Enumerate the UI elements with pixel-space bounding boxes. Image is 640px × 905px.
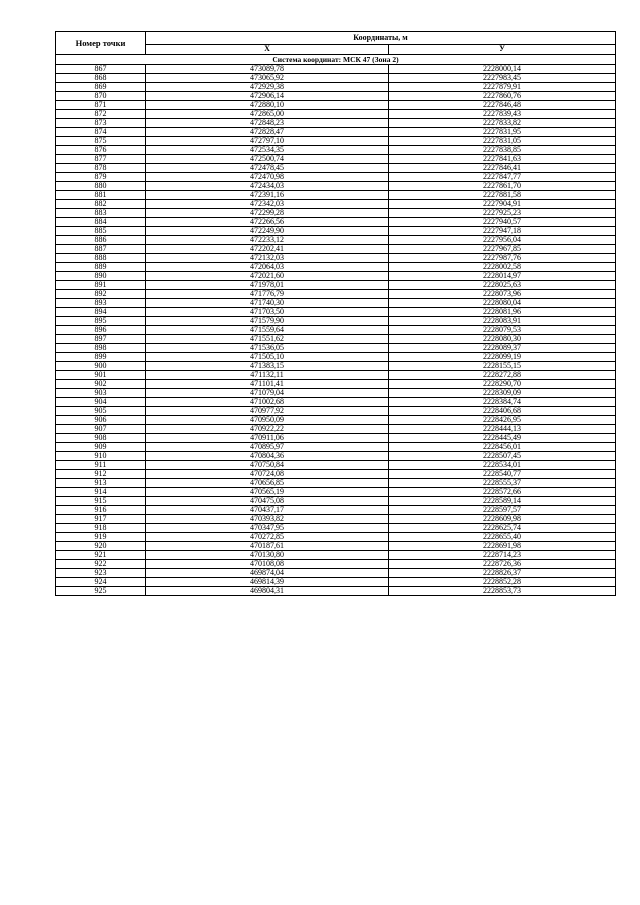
point-number-cell: 893 xyxy=(56,299,146,308)
table-row xyxy=(56,506,616,515)
y-coordinate-cell: 2228073,96 xyxy=(389,290,616,299)
table-row xyxy=(56,416,616,425)
y-coordinate-cell: 2228572,66 xyxy=(389,488,616,497)
point-number-cell: 880 xyxy=(56,182,146,191)
y-coordinate-cell: 2227925,23 xyxy=(389,209,616,218)
point-number-cell: 877 xyxy=(56,155,146,164)
y-coordinate-cell: 2228853,73 xyxy=(389,587,616,596)
table-row xyxy=(56,362,616,371)
table-row xyxy=(56,560,616,569)
point-number-cell: 898 xyxy=(56,344,146,353)
x-coordinate-cell: 472848,23 xyxy=(146,119,389,128)
x-coordinate-cell: 472929,38 xyxy=(146,83,389,92)
y-coordinate-cell: 2228625,74 xyxy=(389,524,616,533)
y-coordinate-cell: 2228290,70 xyxy=(389,380,616,389)
x-coordinate-cell: 472202,41 xyxy=(146,245,389,254)
x-coordinate-cell: 470750,84 xyxy=(146,461,389,470)
point-number-cell: 925 xyxy=(56,587,146,596)
table-row xyxy=(56,164,616,173)
y-coordinate-cell: 2227846,48 xyxy=(389,101,616,110)
point-number-cell: 892 xyxy=(56,290,146,299)
y-coordinate-cell: 2228714,23 xyxy=(389,551,616,560)
table-row xyxy=(56,587,616,596)
y-coordinate-cell: 2227831,95 xyxy=(389,128,616,137)
x-coordinate-cell: 472797,10 xyxy=(146,137,389,146)
table-row xyxy=(56,353,616,362)
y-coordinate-cell: 2227841,63 xyxy=(389,155,616,164)
x-coordinate-cell: 472299,28 xyxy=(146,209,389,218)
x-coordinate-cell: 472064,03 xyxy=(146,263,389,272)
point-number-cell: 916 xyxy=(56,506,146,515)
y-coordinate-cell: 2228002,58 xyxy=(389,263,616,272)
y-coordinate-cell: 2228597,57 xyxy=(389,506,616,515)
table-row xyxy=(56,452,616,461)
y-coordinate-cell: 2228691,98 xyxy=(389,542,616,551)
y-coordinate-cell: 2228852,28 xyxy=(389,578,616,587)
y-coordinate-cell: 2228272,88 xyxy=(389,371,616,380)
y-coordinate-cell: 2228000,14 xyxy=(389,65,616,74)
x-coordinate-cell: 470724,08 xyxy=(146,470,389,479)
x-coordinate-cell: 470393,82 xyxy=(146,515,389,524)
x-coordinate-cell: 471978,01 xyxy=(146,281,389,290)
point-number-cell: 874 xyxy=(56,128,146,137)
point-number-cell: 887 xyxy=(56,245,146,254)
point-number-cell: 873 xyxy=(56,119,146,128)
x-coordinate-cell: 470272,85 xyxy=(146,533,389,542)
y-coordinate-cell: 2228540,77 xyxy=(389,470,616,479)
y-coordinate-cell: 2228589,14 xyxy=(389,497,616,506)
point-number-cell: 897 xyxy=(56,335,146,344)
table-row xyxy=(56,245,616,254)
x-coordinate-cell: 472434,03 xyxy=(146,182,389,191)
y-coordinate-cell: 2228384,74 xyxy=(389,398,616,407)
x-coordinate-cell: 472865,00 xyxy=(146,110,389,119)
table-row xyxy=(56,110,616,119)
x-coordinate-cell: 469874,04 xyxy=(146,569,389,578)
point-number-cell: 899 xyxy=(56,353,146,362)
table-row xyxy=(56,173,616,182)
point-number-cell: 909 xyxy=(56,443,146,452)
point-number-cell: 911 xyxy=(56,461,146,470)
header-y: У xyxy=(389,44,616,54)
y-coordinate-cell: 2227831,05 xyxy=(389,137,616,146)
y-coordinate-cell: 2228445,49 xyxy=(389,434,616,443)
y-coordinate-cell: 2228726,36 xyxy=(389,560,616,569)
y-coordinate-cell: 2227956,04 xyxy=(389,236,616,245)
point-number-cell: 917 xyxy=(56,515,146,524)
point-number-cell: 922 xyxy=(56,560,146,569)
x-coordinate-cell: 471703,50 xyxy=(146,308,389,317)
table-row xyxy=(56,380,616,389)
x-coordinate-cell: 471079,04 xyxy=(146,389,389,398)
x-coordinate-cell: 472500,74 xyxy=(146,155,389,164)
point-number-cell: 903 xyxy=(56,389,146,398)
x-coordinate-cell: 470911,06 xyxy=(146,434,389,443)
table-row xyxy=(56,101,616,110)
table-row xyxy=(56,326,616,335)
table-row xyxy=(56,488,616,497)
table-row xyxy=(56,515,616,524)
y-coordinate-cell: 2228507,45 xyxy=(389,452,616,461)
y-coordinate-cell: 2227904,91 xyxy=(389,200,616,209)
table-row xyxy=(56,200,616,209)
y-coordinate-cell: 2227987,76 xyxy=(389,254,616,263)
y-coordinate-cell: 2228099,19 xyxy=(389,353,616,362)
y-coordinate-cell: 2228456,01 xyxy=(389,443,616,452)
x-coordinate-cell: 470108,08 xyxy=(146,560,389,569)
point-number-cell: 918 xyxy=(56,524,146,533)
table-row xyxy=(56,542,616,551)
table-row xyxy=(56,344,616,353)
y-coordinate-cell: 2228080,04 xyxy=(389,299,616,308)
x-coordinate-cell: 470130,80 xyxy=(146,551,389,560)
y-coordinate-cell: 2227881,58 xyxy=(389,191,616,200)
table-row xyxy=(56,497,616,506)
x-coordinate-cell: 471101,41 xyxy=(146,380,389,389)
y-coordinate-cell: 2227860,76 xyxy=(389,92,616,101)
y-coordinate-cell: 2227967,85 xyxy=(389,245,616,254)
y-coordinate-cell: 2227983,45 xyxy=(389,74,616,83)
point-number-cell: 889 xyxy=(56,263,146,272)
y-coordinate-cell: 2227846,41 xyxy=(389,164,616,173)
point-number-cell: 894 xyxy=(56,308,146,317)
table-row xyxy=(56,371,616,380)
table-row xyxy=(56,128,616,137)
y-coordinate-cell: 2228309,09 xyxy=(389,389,616,398)
table-row xyxy=(56,335,616,344)
x-coordinate-cell: 470437,17 xyxy=(146,506,389,515)
x-coordinate-cell: 472132,03 xyxy=(146,254,389,263)
y-coordinate-cell: 2228080,30 xyxy=(389,335,616,344)
table-row xyxy=(56,551,616,560)
y-coordinate-cell: 2227947,18 xyxy=(389,227,616,236)
x-coordinate-cell: 470922,22 xyxy=(146,425,389,434)
point-number-cell: 884 xyxy=(56,218,146,227)
point-number-cell: 879 xyxy=(56,173,146,182)
point-number-cell: 919 xyxy=(56,533,146,542)
y-coordinate-cell: 2228534,01 xyxy=(389,461,616,470)
x-coordinate-cell: 470804,36 xyxy=(146,452,389,461)
table-row xyxy=(56,155,616,164)
point-number-cell: 902 xyxy=(56,380,146,389)
x-coordinate-cell: 472880,10 xyxy=(146,101,389,110)
y-coordinate-cell: 2228083,91 xyxy=(389,317,616,326)
coordinate-system-label: Система координат: МСК 47 (Зона 2) xyxy=(56,55,616,65)
x-coordinate-cell: 470475,08 xyxy=(146,497,389,506)
table-row xyxy=(56,191,616,200)
x-coordinate-cell: 471002,68 xyxy=(146,398,389,407)
table-row xyxy=(56,479,616,488)
table-row xyxy=(56,533,616,542)
table-row xyxy=(56,236,616,245)
y-coordinate-cell: 2228655,40 xyxy=(389,533,616,542)
table-row xyxy=(56,74,616,83)
y-coordinate-cell: 2228426,95 xyxy=(389,416,616,425)
x-coordinate-cell: 472534,35 xyxy=(146,146,389,155)
point-number-cell: 908 xyxy=(56,434,146,443)
point-number-cell: 896 xyxy=(56,326,146,335)
point-number-cell: 876 xyxy=(56,146,146,155)
table-row xyxy=(56,263,616,272)
x-coordinate-cell: 469804,31 xyxy=(146,587,389,596)
header-coordinates: Координаты, м xyxy=(146,32,616,45)
table-row xyxy=(56,443,616,452)
x-coordinate-cell: 472391,16 xyxy=(146,191,389,200)
table-row xyxy=(56,524,616,533)
header-x: X xyxy=(146,44,389,54)
table-row xyxy=(56,83,616,92)
table-row xyxy=(56,146,616,155)
point-number-cell: 867 xyxy=(56,65,146,74)
point-number-cell: 920 xyxy=(56,542,146,551)
table-row xyxy=(56,308,616,317)
y-coordinate-cell: 2227847,77 xyxy=(389,173,616,182)
x-coordinate-cell: 471776,79 xyxy=(146,290,389,299)
x-coordinate-cell: 469814,39 xyxy=(146,578,389,587)
point-number-cell: 900 xyxy=(56,362,146,371)
x-coordinate-cell: 473089,78 xyxy=(146,65,389,74)
y-coordinate-cell: 2227833,82 xyxy=(389,119,616,128)
x-coordinate-cell: 470977,92 xyxy=(146,407,389,416)
table-row xyxy=(56,461,616,470)
table-row xyxy=(56,227,616,236)
point-number-cell: 895 xyxy=(56,317,146,326)
y-coordinate-cell: 2228089,37 xyxy=(389,344,616,353)
x-coordinate-cell: 471132,11 xyxy=(146,371,389,380)
table-row xyxy=(56,65,616,74)
x-coordinate-cell: 470187,61 xyxy=(146,542,389,551)
table-row xyxy=(56,425,616,434)
point-number-cell: 870 xyxy=(56,92,146,101)
x-coordinate-cell: 472233,12 xyxy=(146,236,389,245)
y-coordinate-cell: 2228079,53 xyxy=(389,326,616,335)
header-point-number: Номер точки xyxy=(56,32,146,55)
point-number-cell: 923 xyxy=(56,569,146,578)
y-coordinate-cell: 2228444,13 xyxy=(389,425,616,434)
table-row xyxy=(56,290,616,299)
point-number-cell: 924 xyxy=(56,578,146,587)
x-coordinate-cell: 472906,14 xyxy=(146,92,389,101)
x-coordinate-cell: 471551,62 xyxy=(146,335,389,344)
x-coordinate-cell: 472470,98 xyxy=(146,173,389,182)
table-row xyxy=(56,209,616,218)
point-number-cell: 885 xyxy=(56,227,146,236)
y-coordinate-cell: 2228155,15 xyxy=(389,362,616,371)
table-row xyxy=(56,119,616,128)
y-coordinate-cell: 2227940,57 xyxy=(389,218,616,227)
table-row xyxy=(56,272,616,281)
point-number-cell: 910 xyxy=(56,452,146,461)
point-number-cell: 883 xyxy=(56,209,146,218)
point-number-cell: 915 xyxy=(56,497,146,506)
table-row xyxy=(56,299,616,308)
table-row xyxy=(56,281,616,290)
y-coordinate-cell: 2227879,91 xyxy=(389,83,616,92)
point-number-cell: 912 xyxy=(56,470,146,479)
x-coordinate-cell: 472342,03 xyxy=(146,200,389,209)
x-coordinate-cell: 471505,10 xyxy=(146,353,389,362)
point-number-cell: 921 xyxy=(56,551,146,560)
x-coordinate-cell: 470950,09 xyxy=(146,416,389,425)
point-number-cell: 905 xyxy=(56,407,146,416)
y-coordinate-cell: 2228826,37 xyxy=(389,569,616,578)
x-coordinate-cell: 471383,15 xyxy=(146,362,389,371)
table-row xyxy=(56,407,616,416)
table-row xyxy=(56,398,616,407)
point-number-cell: 869 xyxy=(56,83,146,92)
y-coordinate-cell: 2228014,97 xyxy=(389,272,616,281)
point-number-cell: 913 xyxy=(56,479,146,488)
point-number-cell: 907 xyxy=(56,425,146,434)
table-row xyxy=(56,569,616,578)
point-number-cell: 875 xyxy=(56,137,146,146)
point-number-cell: 878 xyxy=(56,164,146,173)
x-coordinate-cell: 470895,97 xyxy=(146,443,389,452)
point-number-cell: 872 xyxy=(56,110,146,119)
x-coordinate-cell: 472266,56 xyxy=(146,218,389,227)
point-number-cell: 881 xyxy=(56,191,146,200)
x-coordinate-cell: 471536,05 xyxy=(146,344,389,353)
y-coordinate-cell: 2227838,85 xyxy=(389,146,616,155)
table-row xyxy=(56,389,616,398)
x-coordinate-cell: 472478,45 xyxy=(146,164,389,173)
x-coordinate-cell: 471559,64 xyxy=(146,326,389,335)
x-coordinate-cell: 470565,19 xyxy=(146,488,389,497)
x-coordinate-cell: 470347,95 xyxy=(146,524,389,533)
table-row xyxy=(56,137,616,146)
table-row xyxy=(56,182,616,191)
table-row xyxy=(56,218,616,227)
table-row xyxy=(56,92,616,101)
point-number-cell: 901 xyxy=(56,371,146,380)
table-row xyxy=(56,470,616,479)
x-coordinate-cell: 471740,30 xyxy=(146,299,389,308)
point-number-cell: 906 xyxy=(56,416,146,425)
y-coordinate-cell: 2228555,37 xyxy=(389,479,616,488)
x-coordinate-cell: 473065,92 xyxy=(146,74,389,83)
point-number-cell: 904 xyxy=(56,398,146,407)
point-number-cell: 882 xyxy=(56,200,146,209)
point-number-cell: 886 xyxy=(56,236,146,245)
table-row xyxy=(56,578,616,587)
x-coordinate-cell: 472828,47 xyxy=(146,128,389,137)
coordinates-table xyxy=(55,31,616,596)
x-coordinate-cell: 472249,90 xyxy=(146,227,389,236)
point-number-cell: 891 xyxy=(56,281,146,290)
y-coordinate-cell: 2228609,98 xyxy=(389,515,616,524)
table-row xyxy=(56,434,616,443)
y-coordinate-cell: 2228081,96 xyxy=(389,308,616,317)
table-row xyxy=(56,317,616,326)
point-number-cell: 890 xyxy=(56,272,146,281)
y-coordinate-cell: 2228406,68 xyxy=(389,407,616,416)
y-coordinate-cell: 2227839,43 xyxy=(389,110,616,119)
x-coordinate-cell: 471579,90 xyxy=(146,317,389,326)
table-row xyxy=(56,254,616,263)
point-number-cell: 914 xyxy=(56,488,146,497)
y-coordinate-cell: 2228025,63 xyxy=(389,281,616,290)
point-number-cell: 868 xyxy=(56,74,146,83)
x-coordinate-cell: 470656,85 xyxy=(146,479,389,488)
point-number-cell: 888 xyxy=(56,254,146,263)
x-coordinate-cell: 472021,60 xyxy=(146,272,389,281)
y-coordinate-cell: 2227861,70 xyxy=(389,182,616,191)
point-number-cell: 871 xyxy=(56,101,146,110)
